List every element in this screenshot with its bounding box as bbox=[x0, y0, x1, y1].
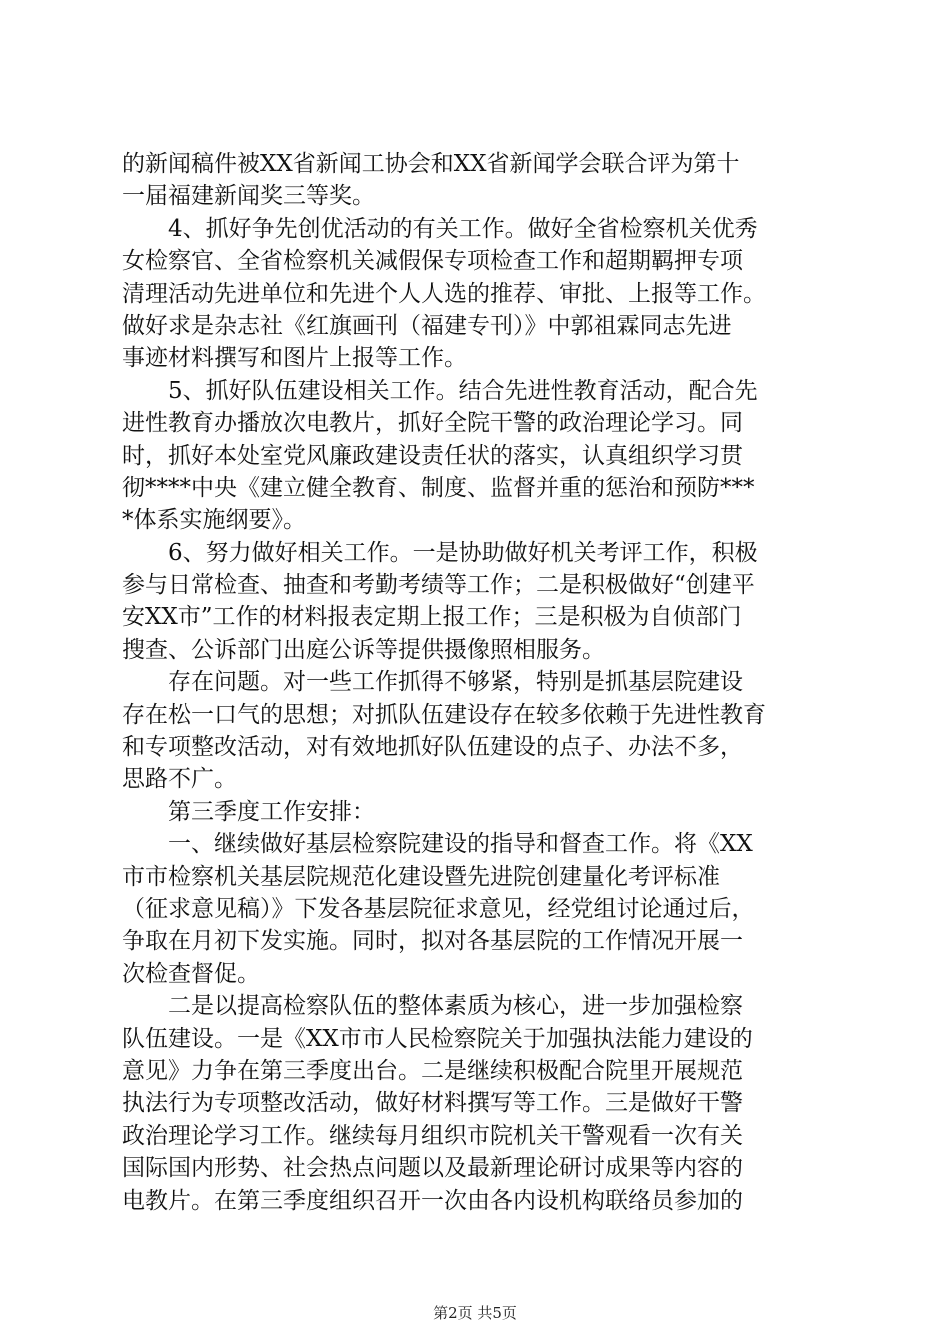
text-line: （征求意见稿）》下发各基层院征求意见，经党组讨论通过后， bbox=[122, 895, 755, 922]
page-footer: 第2页 共5页 bbox=[433, 1304, 517, 1322]
text-line: 执法行为专项整改活动，做好材料撰写等工作。三是做好干警 bbox=[122, 1090, 743, 1117]
text-line: 进性教育办播放次电教片，抓好全院干警的政治理论学习。同 bbox=[122, 410, 743, 437]
text-line: 清理活动先进单位和先进个人人选的推荐、审批、上报等工作。 bbox=[122, 280, 766, 307]
text-line: 搜查、公诉部门出庭公诉等提供摄像照相服务。 bbox=[122, 636, 605, 663]
text-line: 参与日常检查、抽查和考勤考绩等工作；二是积极做好“创建平 bbox=[122, 572, 755, 599]
text-line: 二是以提高检察队伍的整体素质为核心，进一步加强检察 bbox=[122, 993, 743, 1020]
text-line: 4、抓好争先创优活动的有关工作。做好全省检察机关优秀 bbox=[122, 215, 758, 242]
text-line: 一、继续做好基层检察院建设的指导和督查工作。将《XX bbox=[122, 831, 753, 858]
body-text bbox=[122, 148, 828, 1217]
text-line: 思路不广。 bbox=[122, 766, 237, 793]
text-line: 次检查督促。 bbox=[122, 960, 260, 987]
text-line: *体系实施纲要》。 bbox=[122, 507, 306, 534]
text-line: 安XX市”工作的材料报表定期上报工作；三是积极为自侦部门 bbox=[122, 604, 742, 631]
text-line: 队伍建设。一是《XX市市人民检察院关于加强执法能力建设的 bbox=[122, 1025, 753, 1052]
text-line: 存在松一口气的思想；对抓队伍建设存在较多依赖于先进性教育 bbox=[122, 701, 766, 728]
text-line: 6、努力做好相关工作。一是协助做好机关考评工作，积极 bbox=[122, 539, 758, 566]
text-line: 事迹材料撰写和图片上报等工作。 bbox=[122, 345, 467, 372]
text-line: 一届福建新闻奖三等奖。 bbox=[122, 183, 375, 210]
text-line: 和专项整改活动，对有效地抓好队伍建设的点子、办法不多， bbox=[122, 734, 743, 761]
text-line: 第三季度工作安排： bbox=[122, 798, 375, 825]
text-line: 市市检察机关基层院规范化建设暨先进院创建量化考评标准 bbox=[122, 863, 720, 890]
text-line: 彻****中央《建立健全教育、制度、监督并重的惩治和预防*** bbox=[122, 474, 755, 501]
text-line: 政治理论学习工作。继续每月组织市院机关干警观看一次有关 bbox=[122, 1122, 743, 1149]
text-line: 国际国内形势、社会热点问题以及最新理论研讨成果等内容的 bbox=[122, 1155, 743, 1182]
text-line: 电教片。在第三季度组织召开一次由各内设机构联络员参加的 bbox=[122, 1187, 743, 1214]
text-line: 时，抓好本处室党风廉政建设责任状的落实，认真组织学习贯 bbox=[122, 442, 743, 469]
text-line: 的新闻稿件被XX省新闻工协会和XX省新闻学会联合评为第十 bbox=[122, 151, 740, 177]
text-line: 意见》力争在第三季度出台。二是继续积极配合院里开展规范 bbox=[122, 1057, 743, 1084]
text-line: 争取在月初下发实施。同时，拟对各基层院的工作情况开展一 bbox=[122, 928, 743, 955]
text-line: 5、抓好队伍建设相关工作。结合先进性教育活动，配合先 bbox=[122, 377, 758, 404]
text-line: 存在问题。对一些工作抓得不够紧，特别是抓基层院建设 bbox=[122, 669, 743, 696]
text-line: 女检察官、全省检察机关减假保专项检查工作和超期羁押专项 bbox=[122, 248, 743, 275]
text-line: 做好求是杂志社《红旗画刊（福建专刊）》中郭祖霖同志先进 bbox=[122, 312, 732, 339]
